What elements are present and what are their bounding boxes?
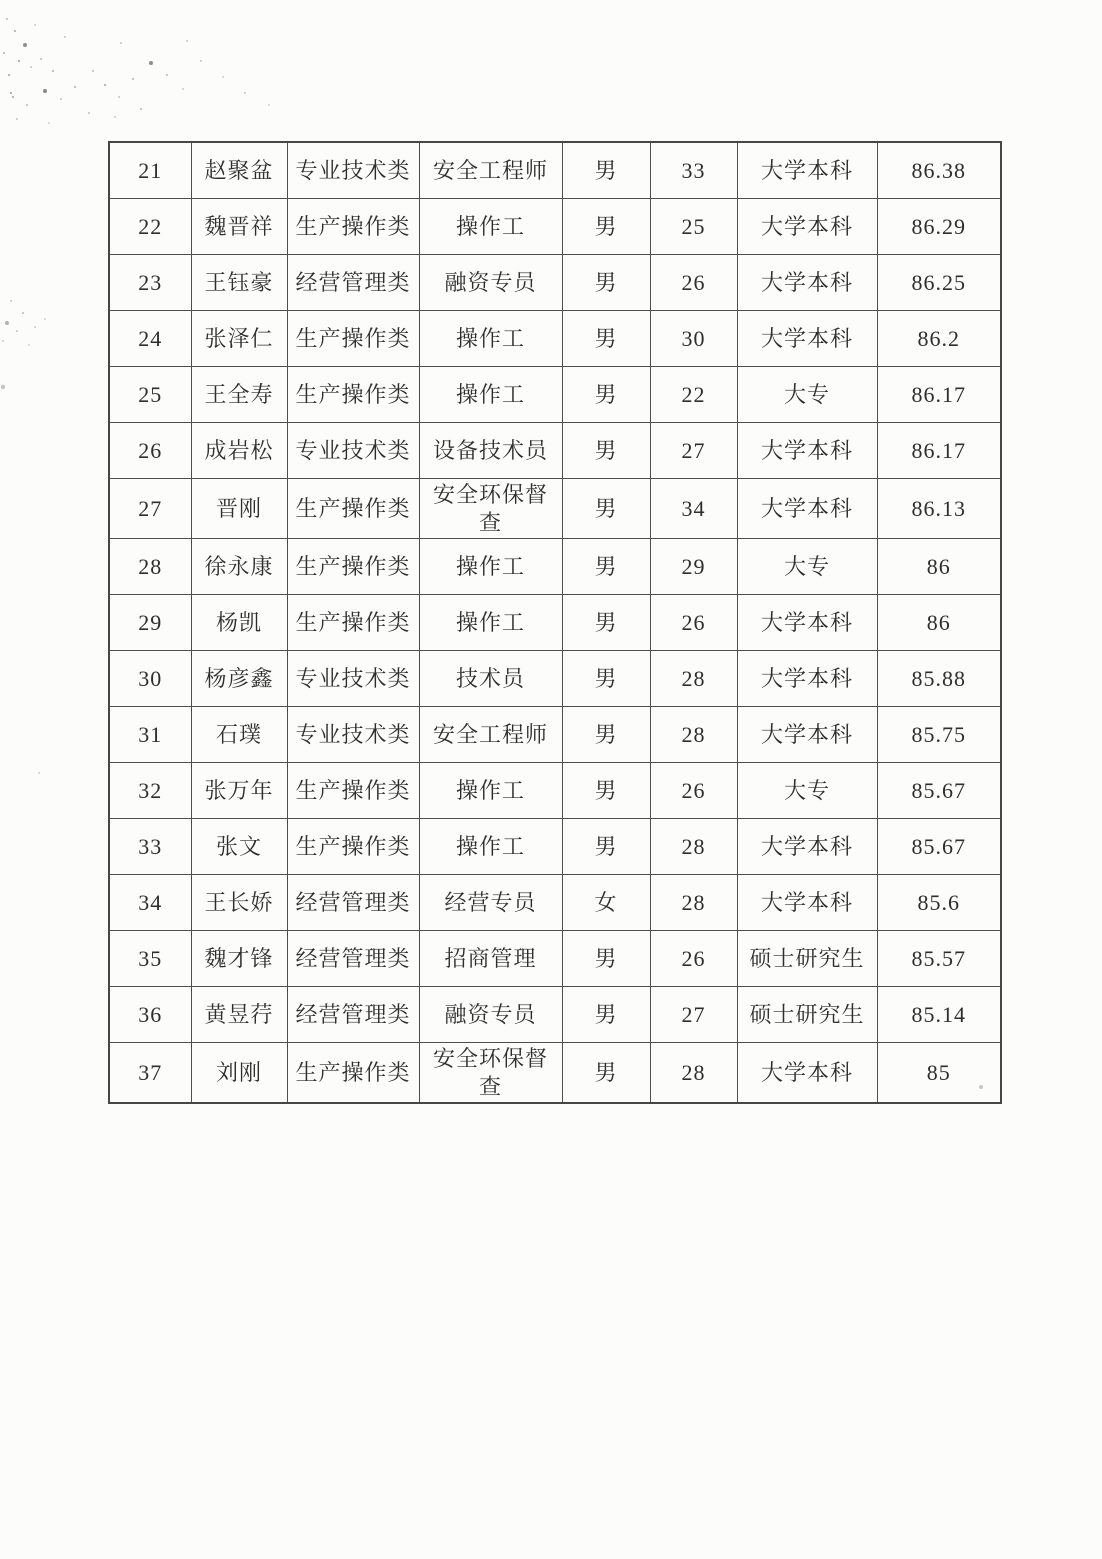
table-cell: 硕士研究生: [737, 931, 877, 987]
table-row: [109, 142, 1001, 199]
table-cell: 生产操作类: [287, 819, 419, 875]
table-cell: 86.29: [877, 199, 1001, 255]
table-cell: 魏晋祥: [191, 199, 287, 255]
table-cell: 魏才锋: [191, 931, 287, 987]
table-row: [109, 707, 1001, 763]
table-cell: 专业技术类: [287, 651, 419, 707]
table-cell: 21: [109, 142, 191, 199]
table-cell: 86.38: [877, 142, 1001, 199]
table-cell: 26: [650, 931, 737, 987]
table-cell: 28: [650, 707, 737, 763]
table-cell: 28: [650, 651, 737, 707]
table-cell: 34: [650, 479, 737, 539]
table-cell: 生产操作类: [287, 479, 419, 539]
table-cell: 赵聚盆: [191, 142, 287, 199]
table-cell: 安全环保督查: [419, 479, 562, 539]
table-cell: 大学本科: [737, 142, 877, 199]
table-cell: 大学本科: [737, 651, 877, 707]
table-cell: 85.67: [877, 819, 1001, 875]
table-cell: 26: [109, 423, 191, 479]
table-cell: 85.67: [877, 763, 1001, 819]
table-cell: 24: [109, 311, 191, 367]
table-row: [109, 367, 1001, 423]
table-cell: 大学本科: [737, 423, 877, 479]
table-cell: 男: [562, 142, 650, 199]
table-cell: 86: [877, 539, 1001, 595]
table-cell: 刘刚: [191, 1043, 287, 1104]
table-cell: 专业技术类: [287, 142, 419, 199]
table-cell: 25: [109, 367, 191, 423]
table-cell: 男: [562, 763, 650, 819]
table-cell: 专业技术类: [287, 423, 419, 479]
table-cell: 专业技术类: [287, 707, 419, 763]
table-cell: 技术员: [419, 651, 562, 707]
table-cell: 29: [109, 595, 191, 651]
table-cell: 28: [650, 1043, 737, 1104]
table-cell: 徐永康: [191, 539, 287, 595]
table-cell: 设备技术员: [419, 423, 562, 479]
table-cell: 杨凯: [191, 595, 287, 651]
table-cell: 大学本科: [737, 595, 877, 651]
table-cell: 操作工: [419, 539, 562, 595]
table-cell: 大学本科: [737, 819, 877, 875]
table-cell: 男: [562, 479, 650, 539]
table-cell: 大专: [737, 367, 877, 423]
table-cell: 85: [877, 1043, 1001, 1104]
table-cell: 男: [562, 987, 650, 1043]
table-cell: 86.17: [877, 423, 1001, 479]
table-cell: 男: [562, 651, 650, 707]
table-cell: 黄昱荇: [191, 987, 287, 1043]
table-cell: 22: [109, 199, 191, 255]
table-cell: 晋刚: [191, 479, 287, 539]
table-cell: 操作工: [419, 367, 562, 423]
table-cell: 28: [650, 819, 737, 875]
table-cell: 生产操作类: [287, 539, 419, 595]
table-row: [109, 255, 1001, 311]
table-cell: 男: [562, 1043, 650, 1104]
table-cell: 32: [109, 763, 191, 819]
table-body: [109, 142, 1001, 1103]
table-cell: 35: [109, 931, 191, 987]
table-cell: 操作工: [419, 311, 562, 367]
table-cell: 操作工: [419, 763, 562, 819]
table-cell: 大学本科: [737, 479, 877, 539]
table-cell: 37: [109, 1043, 191, 1104]
table-cell: 27: [109, 479, 191, 539]
table-cell: 张文: [191, 819, 287, 875]
table-cell: 30: [650, 311, 737, 367]
table-cell: 生产操作类: [287, 311, 419, 367]
table-row: [109, 931, 1001, 987]
table-cell: 大专: [737, 763, 877, 819]
table-cell: 男: [562, 819, 650, 875]
table-cell: 硕士研究生: [737, 987, 877, 1043]
table-row: [109, 651, 1001, 707]
table-cell: 大学本科: [737, 1043, 877, 1104]
table-cell: 张泽仁: [191, 311, 287, 367]
table-cell: 86.17: [877, 367, 1001, 423]
table-cell: 王钰豪: [191, 255, 287, 311]
table-cell: 86.13: [877, 479, 1001, 539]
table-cell: 大学本科: [737, 199, 877, 255]
table-row: [109, 763, 1001, 819]
table-cell: 男: [562, 311, 650, 367]
table-cell: 融资专员: [419, 987, 562, 1043]
table-cell: 操作工: [419, 819, 562, 875]
table-cell: 28: [650, 875, 737, 931]
table-cell: 男: [562, 539, 650, 595]
table-cell: 操作工: [419, 595, 562, 651]
table-cell: 33: [109, 819, 191, 875]
table-cell: 经营管理类: [287, 875, 419, 931]
table-row: [109, 819, 1001, 875]
table-cell: 男: [562, 595, 650, 651]
table-cell: 经营专员: [419, 875, 562, 931]
table-cell: 经营管理类: [287, 255, 419, 311]
table-cell: 85.75: [877, 707, 1001, 763]
table-cell: 31: [109, 707, 191, 763]
table-cell: 85.57: [877, 931, 1001, 987]
table-cell: 石璞: [191, 707, 287, 763]
table-row: [109, 311, 1001, 367]
table-cell: 36: [109, 987, 191, 1043]
table-row: [109, 987, 1001, 1043]
table-cell: 85.14: [877, 987, 1001, 1043]
table-cell: 大学本科: [737, 311, 877, 367]
table-cell: 27: [650, 987, 737, 1043]
table-cell: 生产操作类: [287, 199, 419, 255]
table-cell: 生产操作类: [287, 1043, 419, 1104]
table-cell: 经营管理类: [287, 931, 419, 987]
table-row: [109, 539, 1001, 595]
table-cell: 86.25: [877, 255, 1001, 311]
table-row: [109, 875, 1001, 931]
table-cell: 女: [562, 875, 650, 931]
table-cell: 杨彦鑫: [191, 651, 287, 707]
table-cell: 经营管理类: [287, 987, 419, 1043]
table-cell: 27: [650, 423, 737, 479]
table-cell: 33: [650, 142, 737, 199]
table-cell: 男: [562, 423, 650, 479]
table-cell: 30: [109, 651, 191, 707]
table-cell: 张万年: [191, 763, 287, 819]
table-cell: 王长娇: [191, 875, 287, 931]
table-cell: 26: [650, 763, 737, 819]
table-cell: 生产操作类: [287, 595, 419, 651]
table-row: [109, 199, 1001, 255]
table-cell: 26: [650, 595, 737, 651]
table-cell: 28: [109, 539, 191, 595]
table-cell: 22: [650, 367, 737, 423]
table-cell: 成岩松: [191, 423, 287, 479]
table-cell: 男: [562, 707, 650, 763]
table-cell: 安全环保督查: [419, 1043, 562, 1104]
table-cell: 操作工: [419, 199, 562, 255]
table-cell: 85.6: [877, 875, 1001, 931]
table-cell: 融资专员: [419, 255, 562, 311]
table-cell: 男: [562, 255, 650, 311]
table-cell: 大专: [737, 539, 877, 595]
table-cell: 34: [109, 875, 191, 931]
table-row: [109, 1043, 1001, 1104]
scan-noise-speckles-left: [0, 0, 2, 2]
table-cell: 29: [650, 539, 737, 595]
table-cell: 男: [562, 367, 650, 423]
table-cell: 生产操作类: [287, 367, 419, 423]
table-cell: 安全工程师: [419, 142, 562, 199]
table-cell: 王全寿: [191, 367, 287, 423]
table-cell: 23: [109, 255, 191, 311]
table-cell: 86.2: [877, 311, 1001, 367]
table-cell: 大学本科: [737, 875, 877, 931]
table-cell: 86: [877, 595, 1001, 651]
table-cell: 安全工程师: [419, 707, 562, 763]
candidates-score-table: [108, 141, 1002, 1104]
table-row: [109, 595, 1001, 651]
table-cell: 男: [562, 931, 650, 987]
table-cell: 85.88: [877, 651, 1001, 707]
table-cell: 大学本科: [737, 255, 877, 311]
table-cell: 生产操作类: [287, 763, 419, 819]
table-cell: 25: [650, 199, 737, 255]
table-cell: 大学本科: [737, 707, 877, 763]
table-cell: 男: [562, 199, 650, 255]
table-cell: 招商管理: [419, 931, 562, 987]
table-row: [109, 479, 1001, 539]
table-row: [109, 423, 1001, 479]
table-cell: 26: [650, 255, 737, 311]
